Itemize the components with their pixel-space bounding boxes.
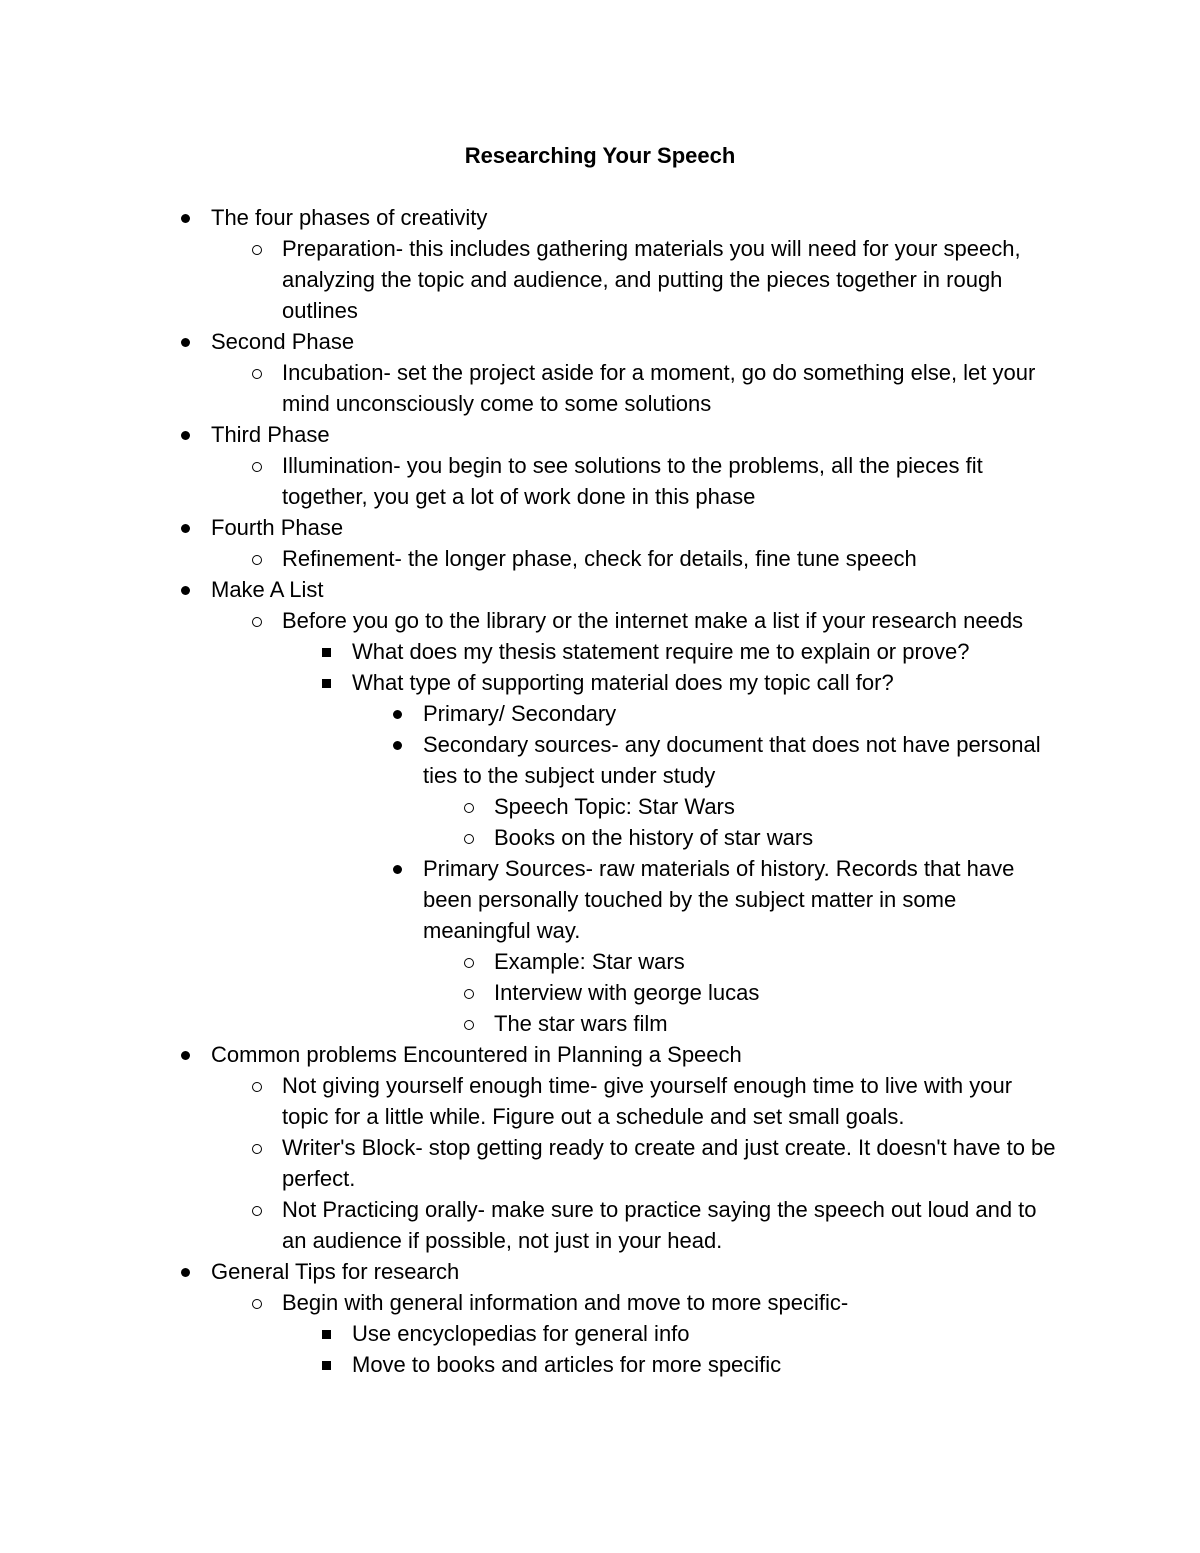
list-item-text: Third Phase <box>211 422 330 447</box>
disc-bullet-icon <box>390 698 410 729</box>
list-item <box>0 1070 1060 1132</box>
list-item-text: Secondary sources- any document that does not have personal ties to the subject under study <box>423 732 1041 788</box>
list-item <box>0 667 1060 698</box>
list-item-text: Preparation- this includes gathering materials you will need for your speech, analyzing the topic and audience, and putting the pieces together in rough outlines <box>282 236 1021 323</box>
list-item <box>0 636 1060 667</box>
list-item <box>0 1194 1060 1256</box>
list-item-text: Begin with general information and move to more specific- <box>282 1290 849 1315</box>
bullet-outline <box>0 202 1200 1380</box>
list-item-text: The star wars film <box>494 1011 668 1036</box>
list-item <box>0 853 1060 946</box>
list-item <box>0 946 1060 977</box>
list-item <box>0 698 1060 729</box>
list-item <box>0 605 1060 636</box>
list-item-text: What type of supporting material does my topic call for? <box>352 670 894 695</box>
list-item <box>0 977 1060 1008</box>
list-item <box>0 1008 1060 1039</box>
list-item <box>0 1256 1060 1287</box>
list-item-text: Not giving yourself enough time- give yourself enough time to live with your topic for a little while. Figure out a schedule and set small goals. <box>282 1073 1013 1129</box>
list-item <box>0 357 1060 419</box>
list-item-text: Move to books and articles for more specific <box>352 1352 782 1377</box>
circle-bullet-icon <box>249 605 269 636</box>
list-item-text: Common problems Encountered in Planning a Speech <box>211 1042 742 1067</box>
list-item <box>0 202 1060 233</box>
circle-bullet-icon <box>461 822 481 853</box>
list-item <box>0 1287 1060 1318</box>
disc-bullet-icon <box>178 202 198 233</box>
list-item-text: Use encyclopedias for general info <box>352 1321 690 1346</box>
circle-bullet-icon <box>461 946 481 977</box>
disc-bullet-icon <box>178 419 198 450</box>
list-item <box>0 574 1060 605</box>
list-item <box>0 822 1060 853</box>
list-item-text: Books on the history of star wars <box>494 825 814 850</box>
list-item <box>0 543 1060 574</box>
list-item-text: Writer's Block- stop getting ready to create and just create. It doesn't have to be perfect. <box>282 1135 1056 1191</box>
list-item-text: Primary/ Secondary <box>423 701 617 726</box>
list-item-text: Fourth Phase <box>211 515 344 540</box>
square-bullet-icon <box>319 1318 339 1349</box>
circle-bullet-icon <box>249 1287 269 1318</box>
list-item-text: Before you go to the library or the internet make a list if your research needs <box>282 608 1024 633</box>
list-item <box>0 791 1060 822</box>
disc-bullet-icon <box>178 1039 198 1070</box>
list-item-text: Speech Topic: Star Wars <box>494 794 735 819</box>
list-item <box>0 1132 1060 1194</box>
list-item-text: The four phases of creativity <box>211 205 488 230</box>
list-item-text: Incubation- set the project aside for a moment, go do something else, let your mind unconsciously come to some solutions <box>282 360 1036 416</box>
list-item-text: Illumination- you begin to see solutions to the problems, all the pieces fit together, you get a lot of work done in this phase <box>282 453 983 509</box>
list-item <box>0 419 1060 450</box>
square-bullet-icon <box>319 667 339 698</box>
circle-bullet-icon <box>249 1070 269 1101</box>
circle-bullet-icon <box>249 233 269 264</box>
circle-bullet-icon <box>461 977 481 1008</box>
list-item <box>0 326 1060 357</box>
list-item <box>0 1349 1060 1380</box>
circle-bullet-icon <box>249 357 269 388</box>
disc-bullet-icon <box>390 853 410 884</box>
list-item-text: Second Phase <box>211 329 355 354</box>
disc-bullet-icon <box>178 512 198 543</box>
circle-bullet-icon <box>249 1194 269 1225</box>
disc-bullet-icon <box>390 729 410 760</box>
list-item-text: Refinement- the longer phase, check for details, fine tune speech <box>282 546 917 571</box>
list-item-text: Make A List <box>211 577 324 602</box>
list-item <box>0 512 1060 543</box>
list-item <box>0 729 1060 791</box>
list-item-text: What does my thesis statement require me to explain or prove? <box>352 639 970 664</box>
disc-bullet-icon <box>178 326 198 357</box>
circle-bullet-icon <box>249 543 269 574</box>
list-item <box>0 1039 1060 1070</box>
disc-bullet-icon <box>178 1256 198 1287</box>
circle-bullet-icon <box>249 1132 269 1163</box>
circle-bullet-icon <box>461 1008 481 1039</box>
list-item <box>0 450 1060 512</box>
list-item-text: Not Practicing orally- make sure to practice saying the speech out loud and to an audience if possible, not just in your head. <box>282 1197 1037 1253</box>
disc-bullet-icon <box>178 574 198 605</box>
list-item <box>0 1318 1060 1349</box>
circle-bullet-icon <box>461 791 481 822</box>
list-item-text: Interview with george lucas <box>494 980 760 1005</box>
circle-bullet-icon <box>249 450 269 481</box>
list-item <box>0 233 1060 326</box>
list-item-text: Primary Sources- raw materials of history. Records that have been personally touched by the subject matter in some meaningful way. <box>423 856 1015 943</box>
square-bullet-icon <box>319 636 339 667</box>
list-item-text: General Tips for research <box>211 1259 460 1284</box>
document-title: Researching Your Speech <box>464 143 736 168</box>
list-item-text: Example: Star wars <box>494 949 685 974</box>
square-bullet-icon <box>319 1349 339 1380</box>
